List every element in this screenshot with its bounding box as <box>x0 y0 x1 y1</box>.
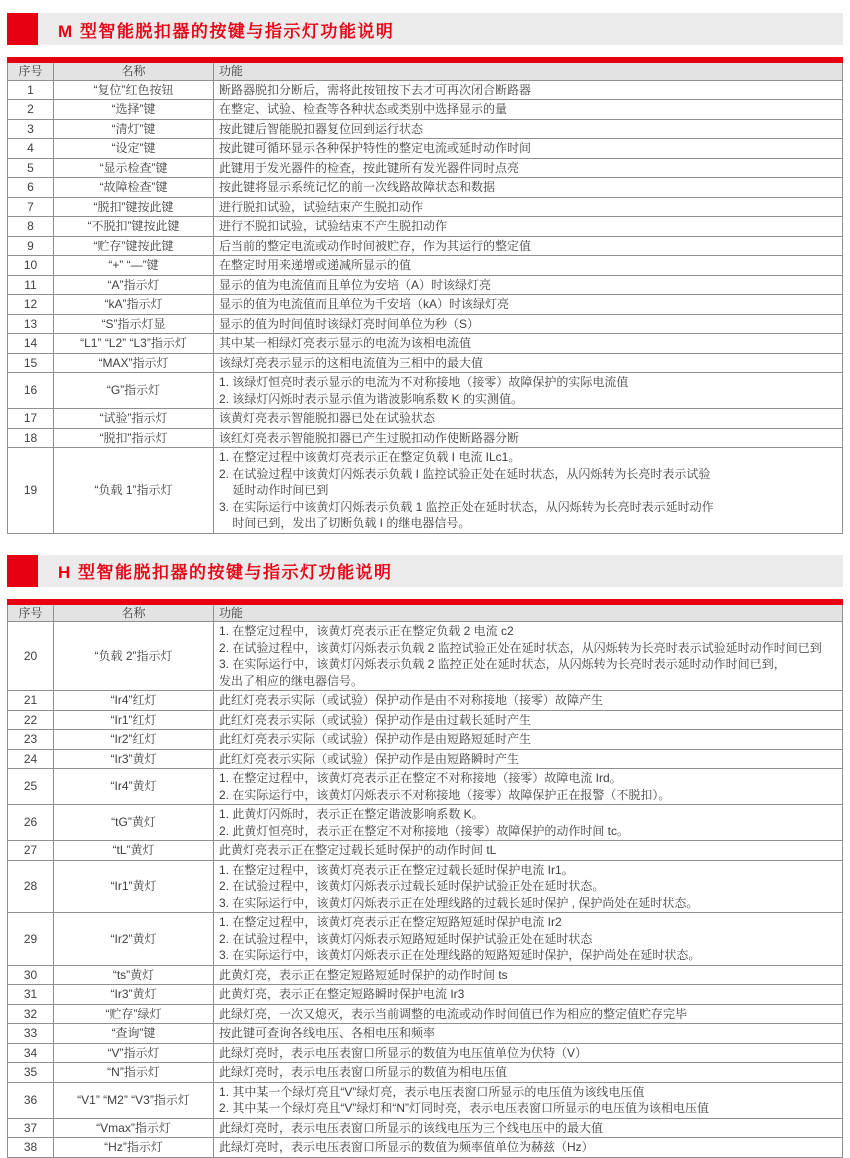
table-row <box>8 1063 843 1083</box>
row-number-cell: 17 <box>8 409 54 429</box>
row-name-cell: “MAX”指示灯 <box>54 353 214 373</box>
section-header-body <box>38 13 843 45</box>
row-name-cell: “tL”黄灯 <box>54 841 214 861</box>
row-name-cell: “Ir4”红灯 <box>54 691 214 711</box>
row-name-cell: “Ir4”黄灯 <box>54 769 214 805</box>
table-row <box>8 80 843 100</box>
row-function-cell <box>214 1024 843 1044</box>
function-line: 此绿灯亮时，表示电压表窗口所显示的该线电压为三个线电压中的最大值 <box>219 1120 604 1135</box>
table-body <box>8 80 843 533</box>
row-function-cell <box>214 197 843 217</box>
function-line: 进行脱扣试验，试验结束产生脱扣动作 <box>219 199 424 214</box>
function-line: 此黄灯亮，表示正在整定短路瞬时保护电流 Ir3 <box>219 987 465 1001</box>
section-m-type <box>7 13 843 534</box>
row-function-cell <box>214 1082 843 1118</box>
row-number-cell: 33 <box>8 1024 54 1044</box>
row-number-cell: 20 <box>8 622 54 691</box>
row-function-cell <box>214 1118 843 1138</box>
function-line: 2. 在实际运行中，该黄灯闪烁表示不对称接地（接零）故障保护正在报警（不脱扣）。 <box>219 787 671 802</box>
row-function-cell <box>214 373 843 409</box>
function-line: 1. 其中某一个绿灯亮且“V”绿灯亮，表示电压表窗口所显示的电压值为该线电压值 <box>219 1084 645 1099</box>
section-title: M 型智能脱扣器的按键与指示灯功能说明 <box>58 21 395 41</box>
function-line: 此黄灯亮，表示正在整定短路短延时保护的动作时间 ts <box>219 967 508 982</box>
column-header-name: 名称 <box>54 60 214 80</box>
row-number-cell: 18 <box>8 428 54 448</box>
table-header-row <box>8 60 843 80</box>
function-line: 3. 在实际运行中，该黄灯闪烁表示正在处理线路的短路短延时保护，保护尚处在延时状态。 <box>219 948 701 962</box>
row-function-cell <box>214 334 843 354</box>
row-number-cell: 36 <box>8 1082 54 1118</box>
row-name-cell: “Ir3”黄灯 <box>54 749 214 769</box>
row-function-cell <box>214 139 843 159</box>
row-function-cell <box>214 353 843 373</box>
row-number-cell: 19 <box>8 448 54 534</box>
function-line: 延时动作时间已到 <box>219 483 329 497</box>
function-line: 该黄灯亮表示智能脱扣器已处在试验状态 <box>219 411 436 425</box>
row-number-cell: 7 <box>8 197 54 217</box>
table-row <box>8 275 843 295</box>
row-number-cell: 29 <box>8 913 54 966</box>
row-name-cell: “Ir2”红灯 <box>54 730 214 750</box>
column-header-func: 功能 <box>214 602 843 622</box>
column-header-func: 功能 <box>214 60 843 80</box>
row-name-cell: “ts”黄灯 <box>54 965 214 985</box>
table-row <box>8 1004 843 1024</box>
row-number-cell: 2 <box>8 100 54 120</box>
function-line: 时间已到，发出了切断负载 I 的继电器信号。 <box>219 516 471 530</box>
column-header-name: 名称 <box>54 602 214 622</box>
row-number-cell: 30 <box>8 965 54 985</box>
row-function-cell <box>214 178 843 198</box>
row-function-cell <box>214 295 843 315</box>
row-name-cell: “查询”键 <box>54 1024 214 1044</box>
row-number-cell: 1 <box>8 80 54 100</box>
row-number-cell: 10 <box>8 256 54 276</box>
row-number-cell: 31 <box>8 985 54 1005</box>
row-name-cell: “脱扣”指示灯 <box>54 428 214 448</box>
table-row <box>8 1138 843 1158</box>
row-name-cell: “Ir1”红灯 <box>54 710 214 730</box>
row-name-cell: “清灯”键 <box>54 119 214 139</box>
function-line: 2. 该绿灯闪烁时表示显示值为谐波影响系数 K 的实测值。 <box>219 391 524 406</box>
function-line: 此红灯亮表示实际（或试验）保护动作是由不对称接地（接零）故障产生 <box>219 693 604 707</box>
table-row <box>8 913 843 966</box>
row-name-cell: “设定”键 <box>54 139 214 159</box>
row-function-cell <box>214 1043 843 1063</box>
function-line: 按此键将显示系统记忆的前一次线路故障状态和数据 <box>219 180 496 194</box>
table-row <box>8 622 843 691</box>
table-row <box>8 769 843 805</box>
row-function-cell <box>214 965 843 985</box>
table-row <box>8 749 843 769</box>
function-table-h <box>7 599 843 1158</box>
row-name-cell: “N”指示灯 <box>54 1063 214 1083</box>
row-name-cell: “故障检查”键 <box>54 178 214 198</box>
function-line: 2. 在试验过程中，该黄灯闪烁表示过载长延时保护试验正处在延时状态。 <box>219 879 605 893</box>
row-number-cell: 27 <box>8 841 54 861</box>
table-header <box>8 602 843 622</box>
function-line: 此黄灯亮表示正在整定过载长延时保护的动作时间 tL <box>219 843 497 857</box>
row-name-cell: “G”指示灯 <box>54 373 214 409</box>
function-line: 2. 在试验过程中，该黄灯闪烁表示短路短延时保护试验正处在延时状态 <box>219 931 593 946</box>
row-name-cell: “贮存”键按此键 <box>54 236 214 256</box>
function-line: 显示的值为电流值而且单位为安培（A）时该绿灯亮 <box>219 277 492 292</box>
row-name-cell: “Ir2”黄灯 <box>54 913 214 966</box>
row-name-cell: “Vmax”指示灯 <box>54 1118 214 1138</box>
table-row <box>8 100 843 120</box>
function-line: 按此键后智能脱扣器复位回到运行状态 <box>219 121 424 136</box>
row-number-cell: 21 <box>8 691 54 711</box>
function-line: 进行不脱扣试验，试验结束不产生脱扣动作 <box>219 219 448 233</box>
function-line: 显示的值为时间值时该绿灯亮时间单位为秒（S） <box>219 316 480 331</box>
row-function-cell <box>214 80 843 100</box>
row-function-cell <box>214 805 843 841</box>
function-line: 在整定时用来递增或递减所显示的值 <box>219 258 412 272</box>
row-number-cell: 5 <box>8 158 54 178</box>
row-function-cell <box>214 841 843 861</box>
table-row <box>8 314 843 334</box>
function-line: 1. 在整定过程中，该黄灯亮表示正在整定过载长延时保护电流 Ir1。 <box>219 862 574 877</box>
function-line: 1. 在整定过程中该黄灯亮表示正在整定负载 I 电流 ILc1。 <box>219 450 521 464</box>
function-line: 1. 此黄灯闪烁时，表示正在整定谐波影响系数 K。 <box>219 807 484 821</box>
table-header <box>8 60 843 80</box>
function-line: 此红灯亮表示实际（或试验）保护动作是由短路瞬时产生 <box>219 751 520 766</box>
table-row <box>8 428 843 448</box>
table-body <box>8 622 843 1158</box>
function-line: 3. 在实际运行中该黄灯闪烁表示负载 1 监控正处在延时状态，从闪烁转为长亮时表示延时动作 <box>219 499 714 514</box>
row-number-cell: 32 <box>8 1004 54 1024</box>
column-header-no: 序号 <box>8 60 54 80</box>
row-name-cell: “Ir1”黄灯 <box>54 860 214 913</box>
function-line: 2. 在试验过程中，该黄灯闪烁表示负载 2 监控试验正处在延时状态，从闪烁转为长亮时表示试验延时动作时间已到 <box>219 640 822 655</box>
row-function-cell <box>214 428 843 448</box>
row-name-cell: “+” “—”键 <box>54 256 214 276</box>
row-number-cell: 15 <box>8 353 54 373</box>
row-function-cell <box>214 1138 843 1158</box>
function-line: 此绿灯亮时，表示电压表窗口所显示的数值为频率值单位为赫兹（Hz） <box>219 1140 594 1154</box>
function-line: 3. 在实际运行中，该黄灯闪烁表示正在处理线路的过载长延时保护 , 保护尚处在延时状态。 <box>219 895 699 910</box>
row-name-cell: “V1” “M2” “V3”指示灯 <box>54 1082 214 1118</box>
row-name-cell: “负载 1”指示灯 <box>54 448 214 534</box>
function-line: 此绿灯亮时，表示电压表窗口所显示的数值为电压值单位为伏特（V） <box>219 1045 588 1060</box>
function-line: 其中某一相绿灯亮表示显示的电流为该相电流值 <box>219 336 472 350</box>
table-row <box>8 178 843 198</box>
row-function-cell <box>214 730 843 750</box>
function-line: 显示的值为电流值而且单位为千安培（kA）时该绿灯亮 <box>219 297 510 311</box>
row-name-cell: “脱扣”键按此键 <box>54 197 214 217</box>
table-row <box>8 353 843 373</box>
row-number-cell: 9 <box>8 236 54 256</box>
row-number-cell: 37 <box>8 1118 54 1138</box>
row-function-cell <box>214 409 843 429</box>
table-row <box>8 691 843 711</box>
table-row <box>8 217 843 237</box>
row-number-cell: 11 <box>8 275 54 295</box>
table-row <box>8 730 843 750</box>
row-name-cell: “tG”黄灯 <box>54 805 214 841</box>
function-line: 1. 在整定过程中，该黄灯亮表示正在整定不对称接地（接零）故障电流 Ird。 <box>219 771 622 785</box>
row-function-cell <box>214 691 843 711</box>
function-line: 3. 在实际运行中，该黄灯闪烁表示负载 2 监控正处在延时状态，从闪烁转为长亮时表示延时动作时间已到， <box>219 657 786 671</box>
table-row <box>8 119 843 139</box>
row-function-cell <box>214 749 843 769</box>
row-number-cell: 14 <box>8 334 54 354</box>
function-line: 此红灯亮表示实际（或试验）保护动作是由短路短延时产生 <box>219 732 532 746</box>
function-line: 后当前的整定电流或动作时间被贮存，作为其运行的整定值 <box>219 238 532 253</box>
function-line: 此绿灯亮，一次又熄灭，表示当前调整的电流或动作时间值已作为相应的整定值贮存完毕 <box>219 1006 688 1021</box>
row-function-cell <box>214 1004 843 1024</box>
function-line: 按此键可循环显示各种保护特性的整定电流或延时动作时间 <box>219 141 532 155</box>
table-header-row <box>8 602 843 622</box>
row-number-cell: 22 <box>8 710 54 730</box>
table-row <box>8 373 843 409</box>
row-name-cell: “S”指示灯显 <box>54 314 214 334</box>
row-function-cell <box>214 256 843 276</box>
row-name-cell: “试验”指示灯 <box>54 409 214 429</box>
row-function-cell <box>214 985 843 1005</box>
table-row <box>8 334 843 354</box>
row-name-cell: “kA”指示灯 <box>54 295 214 315</box>
row-number-cell: 23 <box>8 730 54 750</box>
row-function-cell <box>214 913 843 966</box>
row-number-cell: 13 <box>8 314 54 334</box>
table-row <box>8 448 843 534</box>
function-line: 该绿灯亮表示显示的这相电流值为三相中的最大值 <box>219 355 484 370</box>
section-header-body <box>38 555 843 587</box>
row-number-cell: 34 <box>8 1043 54 1063</box>
table-row <box>8 965 843 985</box>
row-function-cell <box>214 314 843 334</box>
row-function-cell <box>214 217 843 237</box>
row-function-cell <box>214 236 843 256</box>
row-name-cell: “L1” “L2” “L3”指示灯 <box>54 334 214 354</box>
function-line: 2. 在试验过程中该黄灯闪烁表示负载 I 监控试验正处在延时状态，从闪烁转为长亮时表示试验 <box>219 466 711 481</box>
table-row <box>8 1043 843 1063</box>
table-row <box>8 1118 843 1138</box>
function-line: 1. 在整定过程中，该黄灯亮表示正在整定负载 2 电流 c2 <box>219 624 514 638</box>
row-name-cell: “A”指示灯 <box>54 275 214 295</box>
table-row <box>8 860 843 913</box>
row-function-cell <box>214 448 843 534</box>
row-function-cell <box>214 622 843 691</box>
row-number-cell: 25 <box>8 769 54 805</box>
table-row <box>8 197 843 217</box>
table-row <box>8 295 843 315</box>
row-number-cell: 6 <box>8 178 54 198</box>
function-line: 1. 该绿灯恒亮时表示显示的电流为不对称接地（接零）故障保护的实际电流值 <box>219 375 629 389</box>
red-square-icon <box>7 555 38 587</box>
table-row <box>8 805 843 841</box>
row-name-cell: “贮存”绿灯 <box>54 1004 214 1024</box>
table-row <box>8 236 843 256</box>
row-name-cell: “负载 2”指示灯 <box>54 622 214 691</box>
section-header-band <box>7 555 843 587</box>
row-name-cell: “Hz”指示灯 <box>54 1138 214 1158</box>
row-number-cell: 24 <box>8 749 54 769</box>
row-name-cell: “V”指示灯 <box>54 1043 214 1063</box>
row-number-cell: 35 <box>8 1063 54 1083</box>
table-row <box>8 1082 843 1118</box>
row-name-cell: “复位”红色按钮 <box>54 80 214 100</box>
row-number-cell: 8 <box>8 217 54 237</box>
row-name-cell: “显示检查”键 <box>54 158 214 178</box>
table-row <box>8 158 843 178</box>
function-line: 在整定、试验、检查等各种状态或类别中选择显示的量 <box>219 102 508 116</box>
row-number-cell: 16 <box>8 373 54 409</box>
table-row <box>8 985 843 1005</box>
row-function-cell <box>214 158 843 178</box>
function-line: 该红灯亮表示智能脱扣器已产生过脱扣动作使断路器分断 <box>219 430 520 445</box>
function-table-m <box>7 57 843 534</box>
row-function-cell <box>214 100 843 120</box>
row-function-cell <box>214 860 843 913</box>
table-row <box>8 139 843 159</box>
row-name-cell: “选择”键 <box>54 100 214 120</box>
red-square-icon <box>7 13 38 45</box>
column-header-no: 序号 <box>8 602 54 622</box>
row-number-cell: 3 <box>8 119 54 139</box>
function-line: 此红灯亮表示实际（或试验）保护动作是由过载长延时产生 <box>219 712 532 727</box>
section-h-type <box>7 555 843 1158</box>
row-name-cell: “不脱扣”键按此键 <box>54 217 214 237</box>
section-title: H 型智能脱扣器的按键与指示灯功能说明 <box>58 563 393 582</box>
function-line: 2. 其中某一个绿灯亮且“V”绿灯和“N”灯同时亮，表示电压表窗口所显示的电压值为该相电压值 <box>219 1101 709 1115</box>
function-line: 1. 在整定过程中，该黄灯亮表示正在整定短路短延时保护电流 Ir2 <box>219 915 562 929</box>
row-number-cell: 28 <box>8 860 54 913</box>
row-number-cell: 38 <box>8 1138 54 1158</box>
table-row <box>8 1024 843 1044</box>
row-function-cell <box>214 710 843 730</box>
function-line: 2. 此黄灯恒亮时，表示正在整定不对称接地（接零）故障保护的动作时间 tc。 <box>219 823 630 838</box>
function-line: 断路器脱扣分断后，需将此按钮按下去才可再次闭合断路器 <box>219 82 532 97</box>
function-line: 发出了相应的继电器信号。 <box>219 673 364 688</box>
row-function-cell <box>214 275 843 295</box>
row-number-cell: 26 <box>8 805 54 841</box>
table-row <box>8 841 843 861</box>
section-header-band <box>7 13 843 45</box>
row-name-cell: “Ir3”黄灯 <box>54 985 214 1005</box>
function-line: 此键用于发光器件的检查，按此键所有发光器件同时点亮 <box>219 160 520 175</box>
function-line: 此绿灯亮时，表示电压表窗口所显示的数值为相电压值 <box>219 1065 508 1079</box>
row-number-cell: 12 <box>8 295 54 315</box>
row-function-cell <box>214 1063 843 1083</box>
table-row <box>8 256 843 276</box>
function-line: 按此键可查询各线电压、各相电压和频率 <box>219 1026 436 1040</box>
row-number-cell: 4 <box>8 139 54 159</box>
table-row <box>8 409 843 429</box>
row-function-cell <box>214 769 843 805</box>
row-function-cell <box>214 119 843 139</box>
table-row <box>8 710 843 730</box>
